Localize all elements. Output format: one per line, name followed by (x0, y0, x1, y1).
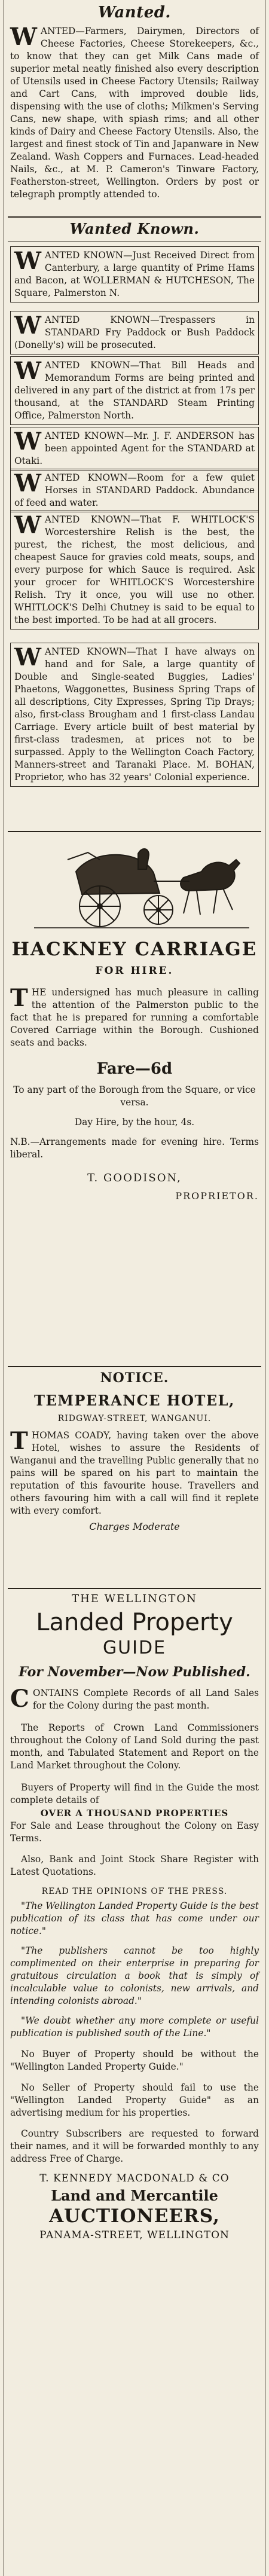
drop-cap: T (10, 984, 28, 1012)
auctioneers: AUCTIONEERS, (49, 2205, 220, 2227)
drop-cap: T (10, 1427, 28, 1455)
guide-p3b: OVER A THOUSAND PROPERTIES (40, 1808, 229, 1819)
guide-title: Landed Property (36, 1609, 233, 1636)
guide-p3: Buyers of Property will find in the Guide the most complete details of (10, 1782, 259, 1805)
firm-name: T. KENNEDY MACDONALD & CO (39, 2172, 230, 2184)
wanted-known-ad-1 (10, 246, 259, 302)
hackney-nb: N.B.—Arrangements made for evening hire. Terms liberal. (10, 1136, 259, 1160)
quote-1: "The Wellington Landed Property Guide is the best publication of its class that has come under our notice." (10, 1900, 259, 1936)
proprietor-name: T. GOODISON, (87, 1172, 182, 1184)
drop-cap: W (14, 469, 41, 497)
press-opinions: READ THE OPINIONS OF THE PRESS. (41, 1887, 228, 1896)
wanted-known-ad-7 (10, 643, 259, 787)
drop-cap: C (10, 1685, 29, 1713)
carriage-illustration (10, 836, 260, 933)
ad-text: ANTED KNOWN—Trespassers in STANDARD Fry Paddock or Bush Paddock (Donelly's) will be prosecuted. (14, 314, 255, 350)
hackney-text: HE undersigned has much pleasure in calling the attention of the Palmerston public to the fact that he is prepared for running a comfortable Covered Carriage within the Borough. Cushioned seats and backs. (10, 987, 259, 1048)
hotel-title: TEMPERANCE HOTEL, (34, 1392, 235, 1409)
proprietor-title: PROPRIETOR. (175, 1190, 259, 1202)
guide-p1 (10, 1687, 259, 1712)
fare-text: To any part of the Borough from the Square, or vice versa. (13, 1084, 256, 1108)
ad-text: ANTED KNOWN—Room for a few quiet Horses in STANDARD Paddock. Abundance of feed and water. (14, 472, 255, 508)
drop-cap: W (14, 511, 41, 539)
guide-p5: No Buyer of Property should be without the "Wellington Landed Property Guide." (10, 2049, 259, 2072)
guide-for: For November—Now Published. (19, 1664, 250, 1680)
wanted-heading: Wanted. (98, 4, 171, 22)
landed-property-section (10, 1593, 259, 2241)
wanted-section (10, 4, 259, 201)
ad-text: ANTED KNOWN—Just Received Direct from Canterbury, a large quantity of Prime Hams and Bacon, at WOLLERMAN & HUTCHESON, The Square, Palmerston N. (14, 250, 255, 298)
advertisement-column (4, 0, 265, 2576)
guide-p3c: For Sale and Lease throughout the Colony on Easy Terms. (10, 1820, 259, 1844)
divider (8, 831, 261, 832)
divider (8, 216, 261, 218)
hackney-section (10, 836, 259, 1202)
guide-p4: Also, Bank and Joint Stock Share Register with Latest Quotations. (10, 1854, 259, 1877)
wanted-known-ad-4 (10, 427, 259, 470)
quote-3: "We doubt whether any more complete or useful publication is published south of the Line." (10, 2015, 259, 2039)
hackney-subtitle: FOR HIRE. (95, 965, 174, 977)
ad-text: ANTED KNOWN—That Bill Heads and Memorandum Forms are being printed and delivered in any part of the district at from 17s per thousand, at the STANDARD Steam Printing Office, Palmerston North. (14, 360, 255, 421)
notice-section (10, 1370, 259, 1532)
hackney-body (10, 986, 259, 1049)
street: PANAMA-STREET, WELLINGTON (39, 2229, 230, 2241)
fare-heading: Fare—6d (96, 1060, 173, 1078)
wanted-known-ad-3 (10, 356, 259, 425)
firm-sub: Land and Mercantile (51, 2187, 218, 2204)
divider (8, 1366, 261, 1367)
notice-text: HOMAS COADY, having taken over the above Hotel, wishes to assure the Residents of Wanganui and the travelling Public generally that no pains will be spared on his part to maintain the reputation of this favourite house. Travellers and others favouring him with a call will find it replete with every comfort. (10, 1430, 259, 1516)
drop-cap: W (14, 311, 41, 340)
quote-2: "The publishers cannot be too highly complimented on their enterprise in preparing for gratuitous circulation a book that is simply of incalculable value to colonists, new arrivals, and intending colonists abroad." (10, 1945, 259, 2006)
charges: Charges Moderate (89, 1521, 180, 1532)
ad-text: ANTED KNOWN—Mr. J. F. ANDERSON has been appointed Agent for the STANDARD at Otaki. (14, 430, 255, 466)
notice-body (10, 1429, 259, 1517)
guide-p1-text: ONTAINS Complete Records of all Land Sales for the Colony during the past month. (32, 1688, 259, 1711)
hotel-address: RIDGWAY-STREET, WANGANUI. (57, 1414, 212, 1423)
guide-title-2: GUIDE (102, 1637, 167, 1658)
day-hire: Day Hire, by the hour, 4s. (74, 1117, 195, 1127)
hackney-title: HACKNEY CARRIAGE (11, 939, 258, 960)
guide-p2: The Reports of Crown Land Commissioners throughout the Colony of Land Sold during the past month, and Tabulated Statement and Report on the Land Market throughout the Colony. (10, 1722, 259, 1771)
wanted-known-ad-2 (10, 311, 259, 355)
wanted-known-section (10, 220, 259, 237)
ad-text: ANTED KNOWN—That F. WHITLOCK'S Worcestershire Relish is the best, the purest, the richest, the most delicious, and cheapest Sauce for gravies cold meats, soups, and every purpose for which Sauce is required. Ask your grocer for WHITLOCK'S Worcestershire Relish. Try it once, you will use no other. WHITLOCK'S Delhi Chutney is said to be equal to the best imported. To be had at all grocers. (14, 514, 255, 625)
drop-cap: W (10, 23, 37, 51)
divider (8, 1588, 261, 1589)
guide-pre-title: THE WELLINGTON (72, 1593, 197, 1605)
drop-cap: W (14, 247, 41, 275)
wanted-known-ad-5 (10, 469, 259, 512)
ad-text: ANTED KNOWN—That I have always on hand and for Sale, a large quantity of Double and Single-seated Buggies, Ladies' Phaetons, Waggonettes, Business Spring Traps of all descriptions, City Expresses, Spring Tip Drays; also, first-class Brougham and 1 first-class Landau Carriage. Every article built of best material by first-class tradesmen, at prices not to be surpassed. Apply to the Wellington Coach Factory, Manners-street and Taranaki Place. M. BOHAN, Proprietor, who has 32 years' Colonial experience. (14, 646, 255, 783)
drop-cap: W (14, 427, 41, 456)
guide-p6: No Seller of Property should fail to use the "Wellington Landed Property Guide" as an advertising medium for his properties. (10, 2082, 259, 2118)
wanted-ad (10, 25, 259, 201)
wanted-known-ad-6 (10, 511, 259, 630)
drop-cap: W (14, 643, 41, 671)
wanted-text: ANTED—Farmers, Dairymen, Directors of Cheese Factories, Cheese Storekeepers, &c., to know that they can get Milk Cans made of superior metal neatly finished also every description of Utensils used in Cheese Factory Utensils; Railway and Cart Cans, with improved double lids, dispensing with the use of cloths; Milkmen's Serving Cans, new shape, with spiash rims; and all other kinds of Dairy and Cheese Factory Utensils. Also, the largest and finest stock of Tin and Japanware in New Zealand. Wash Coppers and Furnaces. Lead-headed Nails, &c., at M. P. Cameron's Tinware Factory, Featherston-street, Wellington. Orders by post or telegraph promptly attended to. (10, 26, 259, 200)
guide-p7: Country Subscribers are requested to forward their names, and it will be forwarded monthly to any address Free of Charge. (10, 2128, 259, 2164)
notice-heading: NOTICE. (100, 1370, 169, 1386)
wanted-known-heading: Wanted Known. (69, 220, 200, 237)
drop-cap: W (14, 357, 41, 385)
